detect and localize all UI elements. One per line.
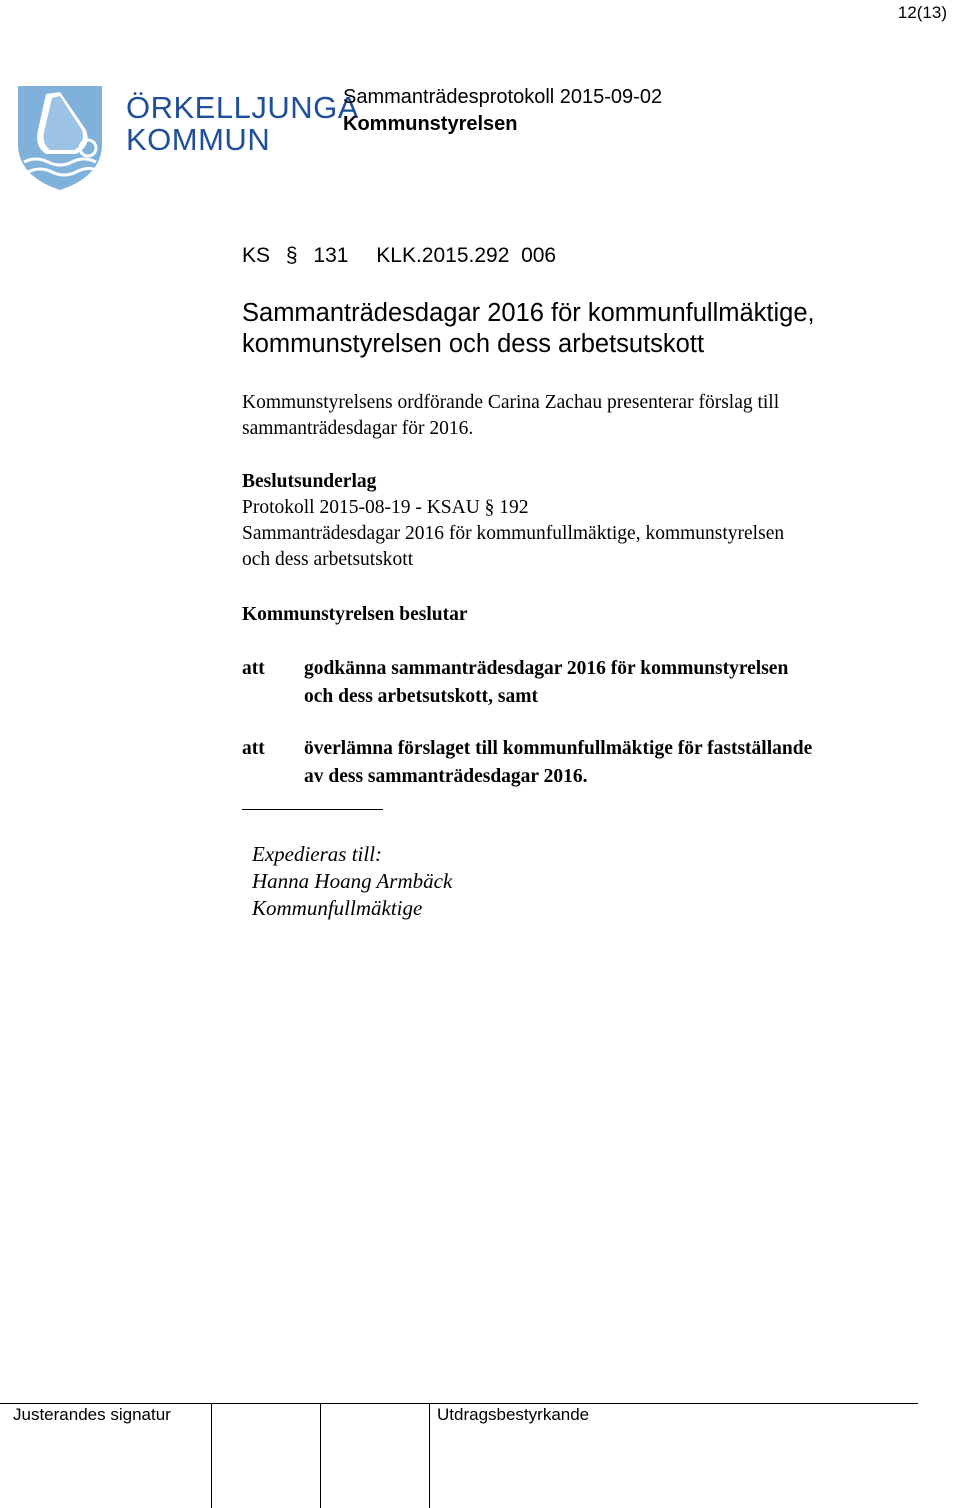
title-line-1: Sammanträdesdagar 2016 för kommunfullmäktige, [242,299,815,327]
intro-line-2: sammanträdesdagar för 2016. [242,418,474,439]
certification-label: Utdragsbestyrkande [437,1405,590,1424]
decision-basis [242,469,922,573]
case-number: KLK.2015.292 006 [376,244,557,267]
case-reference [242,244,556,268]
decision-line: av dess sammanträdesdagar 2016. [304,766,588,787]
municipality-logo [16,84,359,194]
protocol-title: Sammanträdesprotokoll 2015-09-02 [343,86,663,108]
recipient: Kommunfullmäktige [252,896,423,920]
distribution-heading: Expedieras till: [252,842,383,866]
basis-line-1: Protokoll 2015-08-19 - KSAU § 192 [242,497,529,518]
coat-of-arms-icon [16,84,116,192]
decision-heading: Kommunstyrelsen beslutar [242,604,468,625]
basis-heading: Beslutsunderlag [242,471,377,492]
decision-prefix: att [242,738,265,759]
basis-line-2: Sammanträdesdagar 2016 för kommunfullmäktige, kommunstyrelsen [242,523,785,544]
intro-line-1: Kommunstyrelsens ordförande Carina Zachau presenterar förslag till [242,392,780,413]
recipient: Hanna Hoang Armbäck [252,869,453,893]
signature-cell-divider [320,1403,321,1508]
title-line-2: kommunstyrelsen och dess arbetsutskott [242,330,705,358]
page-number: 12(13) [897,3,947,22]
decision-line: godkänna sammanträdesdagar 2016 för kommunstyrelsen [304,658,789,679]
section-number: 131 [313,244,349,267]
decision-line: överlämna förslaget till kommunfullmäktige för fastställande [304,738,813,759]
separator-line [242,809,383,810]
decision-prefix: att [242,658,265,679]
signature-cell-divider [429,1403,430,1508]
intro-paragraph [242,390,922,442]
signature-cell-divider [211,1403,212,1508]
section-title [242,298,942,360]
ks-label: KS [242,244,271,267]
logo-line-2: KOMMUN [126,122,271,157]
logo-line-1: ÖRKELLJUNGA [126,90,359,125]
signature-table-top [0,1403,918,1404]
decision-line: och dess arbetsutskott, samt [304,686,538,707]
basis-line-3: och dess arbetsutskott [242,549,414,570]
signature-label: Justerandes signatur [13,1405,171,1424]
board-name: Kommunstyrelsen [343,113,518,135]
document-header [343,84,662,138]
section-sign: § [285,244,298,267]
distribution-list [252,841,452,922]
